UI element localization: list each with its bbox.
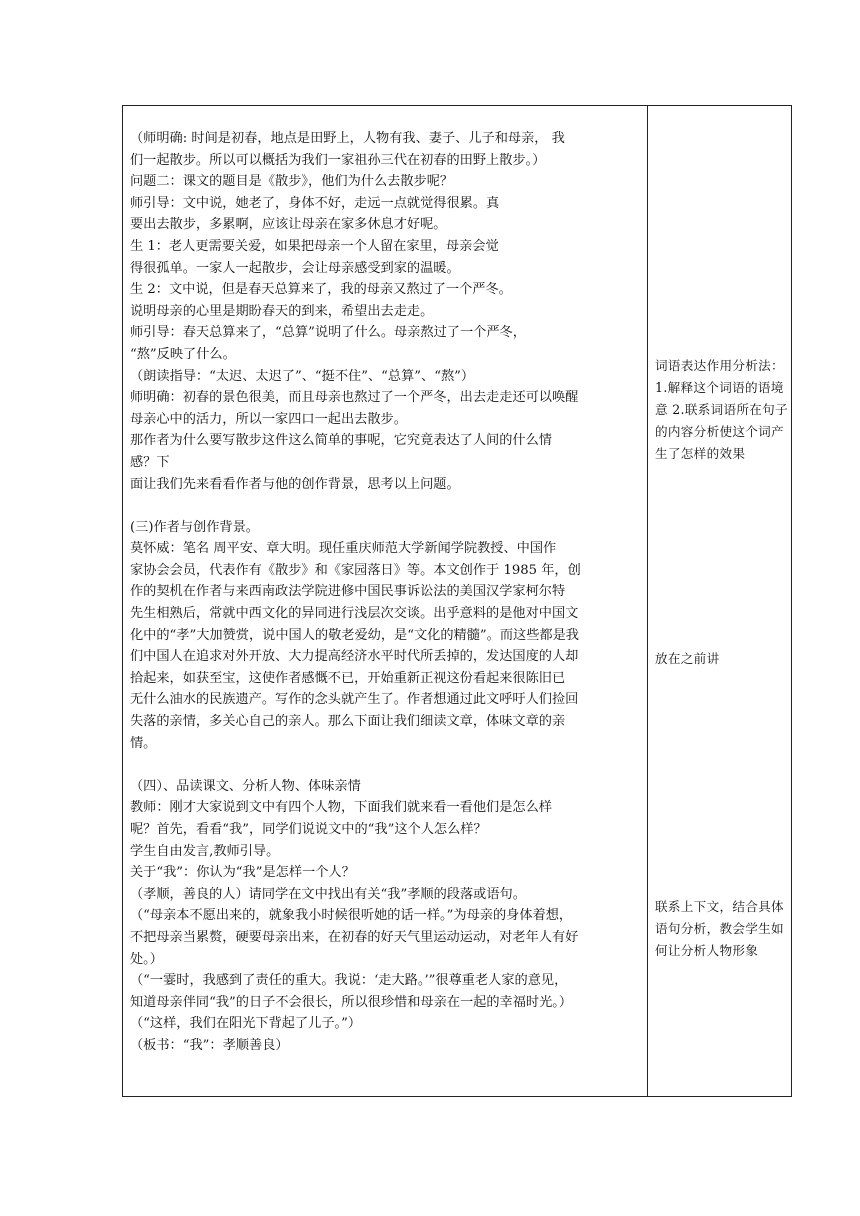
text-line: 情。 [130, 735, 157, 751]
text-line: 感？下 [130, 454, 170, 470]
section-reading-analysis [130, 776, 640, 1057]
text-line: （师明确: 时间是初春，地点是田野上，人物有我、妻子、儿子和母亲， 我 [130, 131, 565, 146]
text-line: 先生相熟后，常就中西文化的异同进行浅层次交谈。出乎意料的是他对中国文 [130, 606, 579, 622]
text-line: 面让我们先来看看作者与他的创作背景，思考以上问题。 [130, 476, 460, 492]
side-note-line: 的内容分析使这个词产 [655, 424, 784, 439]
side-note-line: 1.解释这个词语的语境 [655, 380, 784, 395]
blank-line [130, 495, 640, 517]
text-line: 们一起散步。所以可以概括为我们一家祖孙三代在初春的田野上散步。） [130, 152, 546, 168]
text-line: 生 2：文中说，但是春天总算来了，我的母亲又熬过了一个严冬。 [130, 282, 512, 298]
text-line: 师引导：文中说，她老了，身体不好，走远一点就觉得很累。真 [130, 195, 500, 211]
text-line: （朗读指导：“太迟、太迟了”、“挺不住”、“总算”、“熬”） [130, 368, 475, 384]
side-note-line: 意 2.联系词语所在句子 [655, 402, 788, 417]
text-line: 学生自由发言,教师引导。 [130, 843, 280, 859]
main-content [130, 128, 640, 1057]
text-line: 失落的亲情，多关心自己的亲人。那么下面让我们细读文章，体味文章的亲 [130, 714, 566, 730]
section-author-background [130, 517, 640, 755]
text-line: 家协会会员，代表作有《散步》和《家园落日》等。本文创作于 1985 年，创 [130, 562, 581, 578]
text-line: （“母亲本不愿出来的，就象我小时候很听她的话一样。”为母亲的身体着想， [130, 908, 573, 924]
text-line: 拾起来，如获至宝，这使作者感慨不已，开始重新正视这份看起来很陈旧已 [130, 670, 566, 686]
side-note-line: 生了怎样的效果 [655, 446, 746, 461]
text-line: 教师：刚才大家说到文中有四个人物，下面我们就来看一看他们是怎么样 [130, 800, 552, 816]
text-line: “熬”反映了什么。 [130, 346, 236, 362]
side-note-line: 词语表达作用分析法： [655, 358, 784, 373]
text-line: 师引导：春天总算来了，“总算”说明了什么。母亲熬过了一个严冬， [130, 325, 526, 341]
text-line: 得很孤单。一家人一起散步，会让母亲感受到家的温暖。 [130, 260, 460, 276]
column-divider [647, 105, 648, 1097]
text-line: 师明确：初春的景色很美，而且母亲也熬过了一个严冬，出去走走还可以唤醒 [130, 390, 579, 406]
side-note-word-analysis [655, 355, 788, 465]
text-line: 母亲心中的活力，所以一家四口一起出去散步。 [130, 411, 407, 427]
blank-line [130, 754, 640, 776]
text-line: 作的契机在作者与来西南政法学院进修中国民事诉讼法的美国汉学家柯尔特 [130, 584, 566, 600]
text-line: 问题二：课文的题目是《散步》，他们为什么去散步呢？ [130, 174, 454, 190]
text-line: 生 1：老人更需要关爱，如果把母亲一个人留在家里，母亲会觉 [130, 238, 499, 254]
text-line: （板书：“我”：孝顺善良） [130, 1037, 289, 1053]
side-note-line: 何让分析人物形象 [655, 943, 759, 958]
side-note-line: 放在之前讲 [655, 651, 720, 666]
text-line: 说明母亲的心里是期盼春天的到来，希望出去走走。 [130, 303, 434, 319]
side-note-character-analysis [655, 896, 785, 962]
text-line: 处。） [130, 951, 163, 967]
text-line: 知道母亲伴同“我”的日子不会很长，所以很珍惜和母亲在一起的幸福时光。） [130, 994, 573, 1010]
section-heading: （四）、品读课文、分析人物、体味亲情 [130, 778, 361, 794]
text-line: 关于“我”：你认为“我”是怎样一个人？ [130, 865, 355, 881]
text-line: 化中的“孝”大加赞赏，说中国人的敬老爱幼，是“文化的精髓”。而这些都是我 [130, 627, 579, 643]
side-note-line: 语句分析，教会学生如 [655, 921, 784, 936]
text-line: 莫怀威：笔名 周平安、章大明。现任重庆师范大学新闻学院教授、中国作 [130, 541, 557, 557]
text-line: 要出去散步，多累啊，应该让母亲在家多休息才好呢。 [130, 217, 447, 233]
text-line: 无什么油水的民族遗产。写作的念头就产生了。作者想通过此文呼吁人们捡回 [130, 692, 579, 708]
side-note-placement [655, 648, 785, 670]
section-heading: (三)作者与创作背景。 [130, 519, 259, 535]
text-line: 们中国人在追求对外开放、大力提高经济水平时代所丢掉的，发达国度的人却 [130, 649, 579, 665]
text-line: 那作者为什么要写散步这件这么简单的事呢，它究竟表达了人间的什么情 [130, 433, 552, 449]
section-discussion [130, 128, 640, 495]
text-line: （孝顺，善良的人）请同学在文中找出有关“我”孝顺的段落或语句。 [130, 886, 526, 902]
text-line: 不把母亲当累赘，硬要母亲出来，在初春的好天气里运动运动，对老年人有好 [130, 929, 579, 945]
side-note-line: 联系上下文，结合具体 [655, 899, 784, 914]
text-line: （“这样，我们在阳光下背起了儿子。”） [130, 1016, 362, 1032]
text-line: 呢？首先，看看“我”，同学们说说文中的“我”这个人怎么样？ [130, 822, 487, 837]
text-line: （“一霎时，我感到了责任的重大。我说：‘走大路。’”很尊重老人家的意见， [130, 973, 568, 989]
